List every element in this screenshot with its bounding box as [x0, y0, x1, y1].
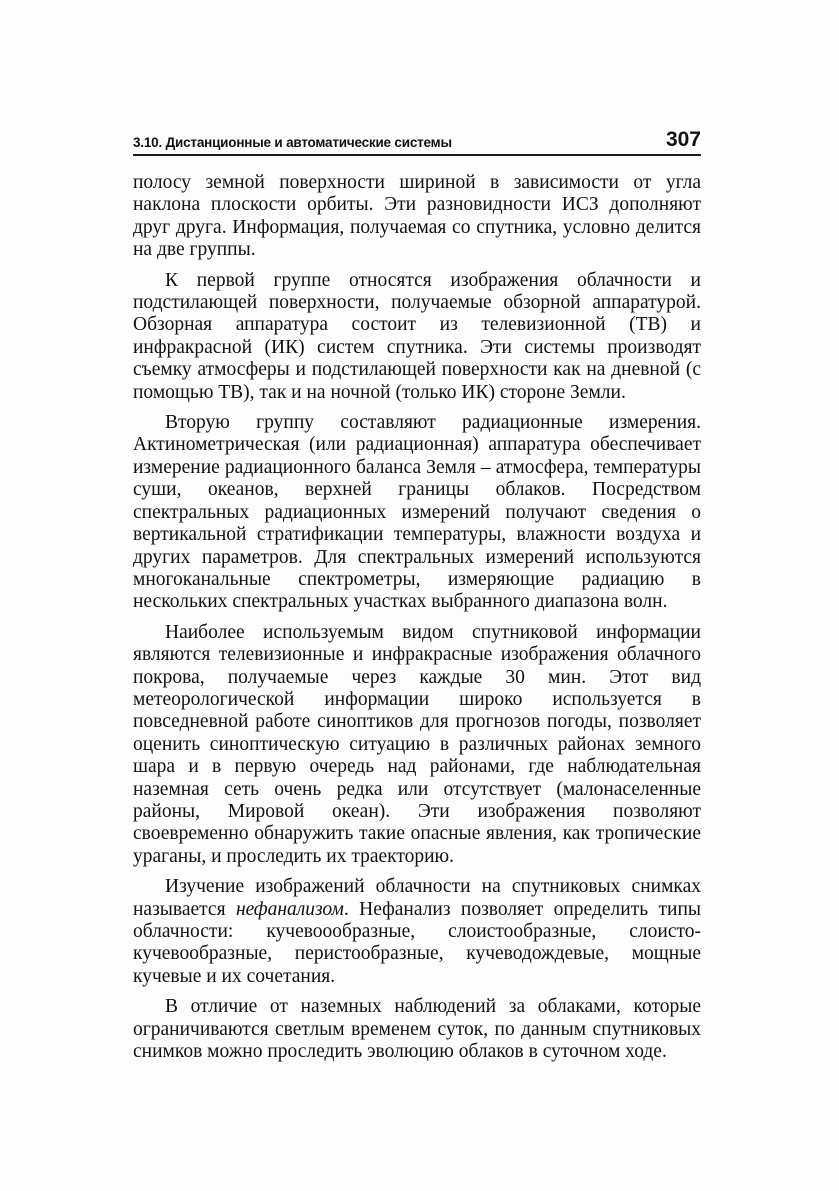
page-number: 307 [665, 128, 701, 151]
body-text [133, 172, 701, 1071]
page-header [133, 122, 701, 156]
paragraph-nephanalysis-after: . Нефанализ позволяет определить типы облачности: кучевоообразные, слоистообразные, слоисто-кучевообразные, перистообразные, кучеводождевые, мощные кучевые и их сочетания. [133, 898, 701, 987]
running-head: 3.10. Дистанционные и автоматические системы [133, 135, 452, 150]
paragraph-satellite-info: Наиболее используемым видом спутниковой информации являются телевизионные и инфракрасные изображения облачного покрова, получаемые через каждые 30 мин. Этот вид метеорологической информации широко используется в повседневной работе синоптиков для прогнозов погоды, позволяет оценить синоптическую ситуацию в различных районах земного шара и в первую очередь над районами, где наблюдательная наземная сеть очень редка или отсутствует (малонаселенные районы, Мировой океан). Эти изображения позволяют своевременно обнаружить такие опасные явления, как тропические ураганы, и проследить их траекторию. [133, 621, 701, 867]
paragraph-first-group: К первой группе относятся изображения облачности и подстилающей поверхности, получаемые обзорной аппаратурой. Обзорная аппаратура состоит из телевизионной (ТВ) и инфракрасной (ИК) систем спутника. Эти системы производят съемку атмосферы и подстилающей поверхности как на дневной (с помощью ТВ), так и на ночной (только ИК) стороне Земли. [133, 269, 701, 403]
paragraph-nephanalysis [133, 876, 701, 988]
paragraph-second-group: Вторую группу составляют радиационные измерения. Актинометрическая (или радиационная) аппаратура обеспечивает измерение радиационного баланса Земля – атмосфера, температуры суши, океанов, верхней границы облаков. Посредством спектральных радиационных измерений получают сведения о вертикальной стратификации температуры, влажности воздуха и других параметров. Для спектральных измерений используются многоканальные спектрометры, измеряющие радиацию в нескольких спектральных участках выбранного диапазона волн. [133, 412, 701, 613]
term-nephanalysis: нефанализом [235, 898, 344, 920]
paragraph-nephanalysis-before: Изучение изображений облачности на спутниковых снимках называется [133, 876, 701, 920]
paragraph-diurnal-evolution: В отличие от наземных наблюдений за облаками, которые ограничиваются светлым временем суток, по данным спутниковых снимков можно проследить эволюцию облаков в суточном ходе. [133, 996, 701, 1063]
paragraph-continuation: полосу земной поверхности шириной в зависимости от угла наклона плоскости орбиты. Эти разновидности ИСЗ дополняют друг друга. Информация, получаемая со спутника, условно делится на две группы. [133, 172, 701, 261]
